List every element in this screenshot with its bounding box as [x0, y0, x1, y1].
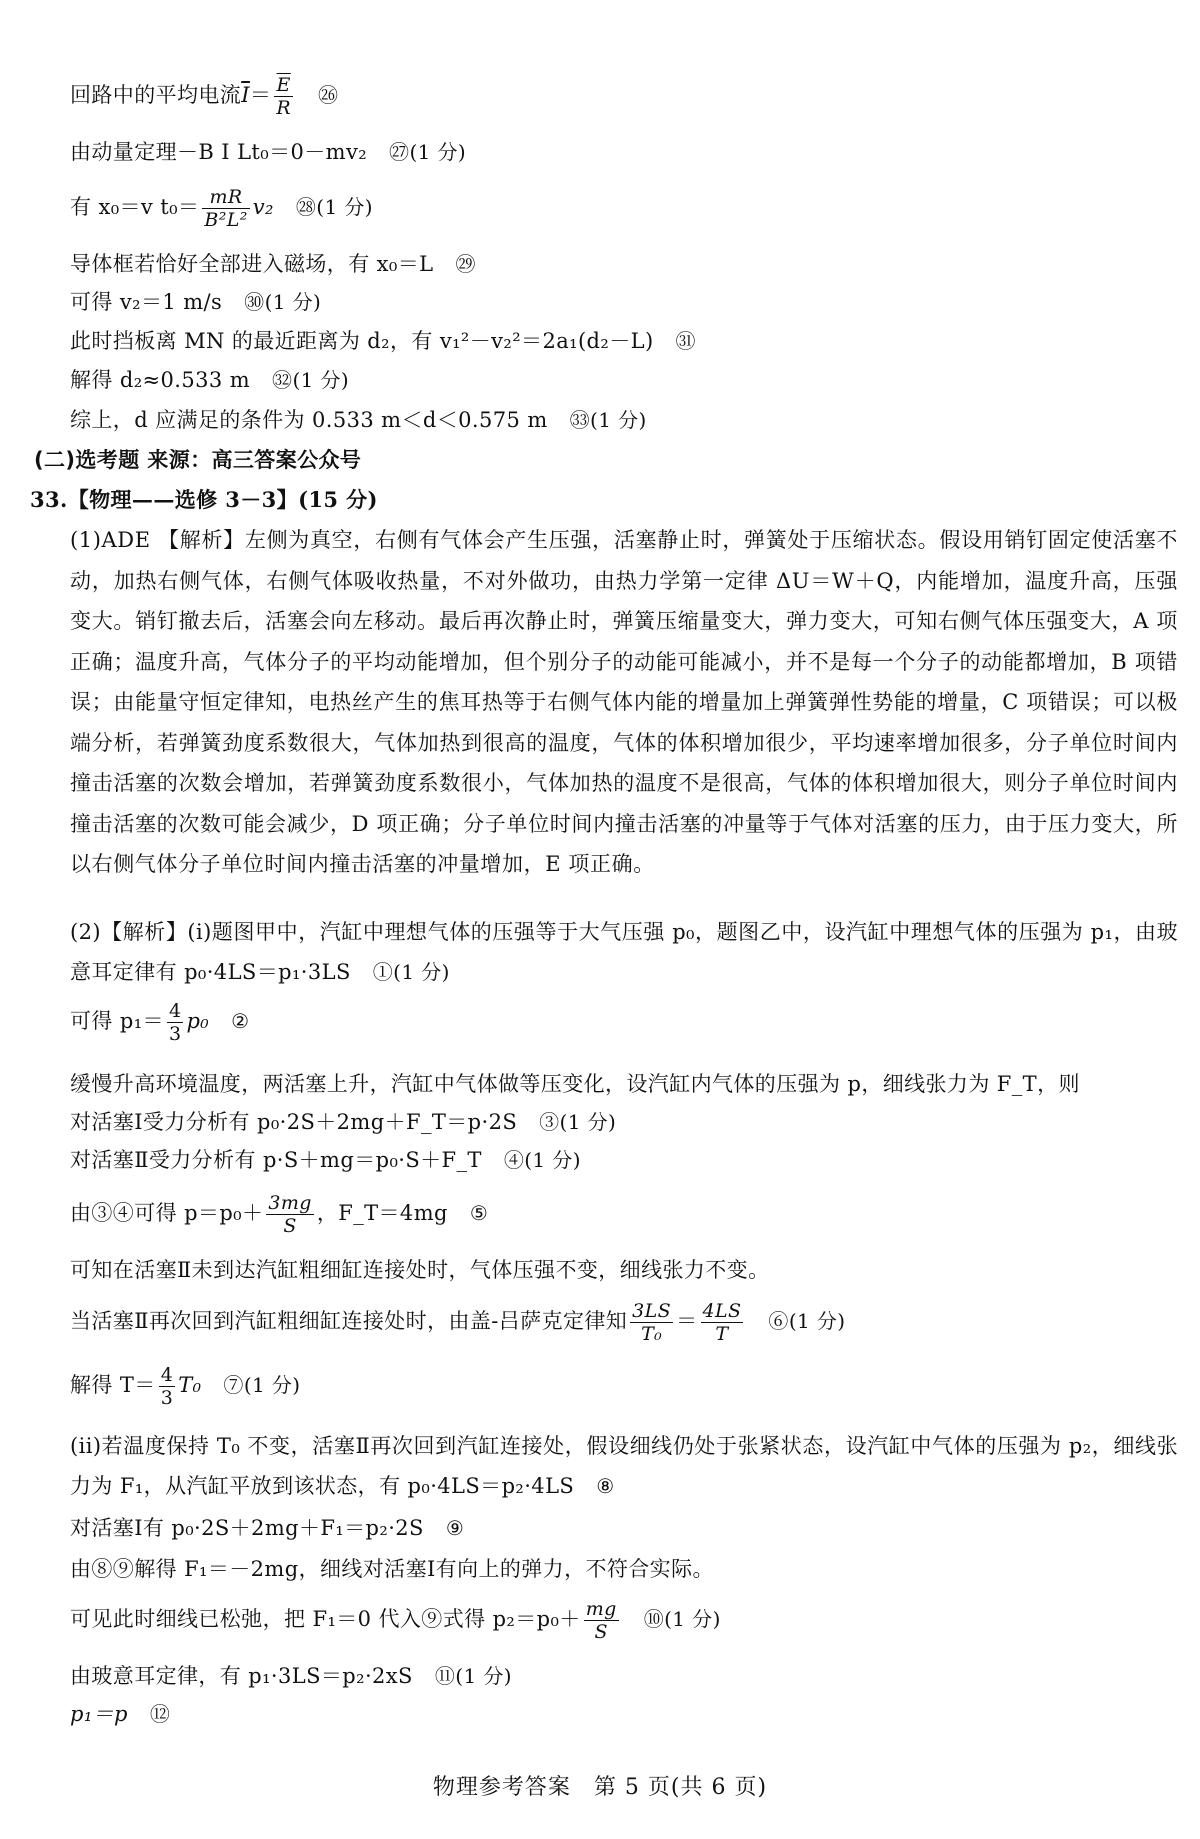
gay-lussac-prefix: 当活塞Ⅱ再次回到汽缸粗细缸连接处时，由盖-吕萨克定律知	[70, 1309, 628, 1333]
from34-line	[70, 1192, 488, 1237]
p1-line	[70, 1000, 249, 1045]
equation-number: ㉙	[455, 252, 476, 276]
equation-number: ④(1 分)	[503, 1148, 581, 1172]
d2-solution-text: 解得 d₂≈0.533 m	[70, 368, 251, 392]
x0-fraction	[202, 186, 249, 231]
piston1b-line	[70, 1514, 464, 1542]
fraction-denominator: 3	[168, 1023, 182, 1045]
equation-number: ⑤	[469, 1201, 489, 1225]
gay-lussac-line: 当活塞Ⅱ再次回到汽缸粗细缸连接处时，由盖-吕萨克定律知 $\frac{3LS}{\text{T₀}}$ ＝ $\frac{4LS}{T}$ ⑥(1 分)	[70, 1300, 846, 1345]
fraction-denominator: B²L²	[204, 209, 248, 231]
temperature-fraction	[159, 1364, 176, 1409]
piston2-text: 对活塞Ⅱ受力分析有 p·S＋mg＝p₀·S＋F_T	[70, 1148, 482, 1172]
from34-fraction	[266, 1192, 313, 1237]
fraction-denominator: R	[276, 97, 292, 119]
p1-equals-text: p₁＝p	[70, 1702, 128, 1726]
frame-text: 导体框若恰好全部进入磁场，有 x₀＝L	[70, 252, 434, 276]
loose-fraction	[584, 1598, 619, 1643]
equation-number: ⑥(1 分)	[768, 1309, 846, 1333]
part2ii-text: (ii)若温度保持 T₀ 不变，活塞Ⅱ再次回到汽缸连接处，假设细线仍处于张紧状态，设汽缸中气体的压强为 p₂，细线张力为 F₁，从汽缸平放到该状态，有 p₀·4LS＝p₂·4LS	[70, 1434, 1178, 1498]
fraction-numerator: 3LS	[632, 1300, 672, 1322]
piston2-line	[70, 1146, 581, 1174]
d2-solution-line	[70, 366, 349, 394]
p1-suffix: p₀	[186, 1009, 210, 1033]
avg-current-fraction	[274, 74, 293, 119]
equation-number: ㉛	[675, 329, 696, 353]
v2-line	[70, 288, 321, 316]
fraction-numerator: 3mg	[268, 1192, 312, 1214]
fraction-numerator: 4	[160, 1364, 174, 1386]
d2-line	[70, 327, 696, 355]
momentum-line	[70, 138, 466, 166]
x0-suffix: v₂	[252, 195, 274, 219]
loose-prefix: 可见此时细线已松弛，把 F₁＝0 代入⑨式得 p₂＝p₀＋	[70, 1607, 581, 1631]
part1-paragraph: (1)ADE 【解析】左侧为真空，右侧有气体会产生压强，活塞静止时，弹簧处于压缩状态。假设用销钉固定使活塞不动，加热右侧气体，右侧气体吸收热量，不对外做功，由热力学第一定律 ΔU＝W＋Q，内能增加，温度升高，压强变大。销钉撤去后，活塞会向左移动。最后再次静止时，弹簧压缩量变大，弹力变大，可知右侧气体压强变大，A 项正确；温度升高，气体分子的平均动能增加，但个别分子的动能可能减小，并不是每一个分子的动能都增加，B 项错误；由能量守恒定律知，电热丝产生的焦耳热等于右侧气体内能的增量加上弹簧弹性势能的增量，C 项错误；可以极端分析，若弹簧劲度系数很大，气体加热到很高的温度，气体的体积增加很少，平均速率增加很多，分子单位时间内撞击活塞的次数会增加，若弹簧劲度系数很小，气体加热的温度不是很高，气体的体积增加很大，则分子单位时间内撞击活塞的次数可能会减少，D 项正确；分子单位时间内撞击活塞的冲量等于气体对活塞的压力，由于压力变大，所以右侧气体分子单位时间内撞击活塞的冲量增加，E 项正确。	[70, 528, 1178, 876]
fraction-denominator: T₀	[641, 1323, 663, 1345]
question-33-title: 33.【物理——选修 3－3】(15 分)	[30, 487, 378, 512]
page-footer: 物理参考答案 第 5 页(共 6 页)	[432, 1775, 768, 1800]
fraction-numerator: 4LS	[702, 1300, 742, 1322]
piston1-line	[70, 1108, 616, 1136]
part2ii	[70, 1426, 1178, 1506]
gay-lussac-fraction-1	[630, 1300, 673, 1345]
heat-line: 缓慢升高环境温度，两活塞上升，汽缸中气体做等压变化，设汽缸内气体的压强为 p，细线张力为 F_T，则	[70, 1072, 1080, 1096]
momentum-text: 由动量定理－B I Lt₀＝0－mv₂	[70, 140, 368, 164]
fraction-numerator: mg	[585, 1598, 617, 1620]
fraction-numerator: mR	[202, 186, 249, 209]
equation-number: ㉖	[318, 83, 339, 107]
boyle-text: 由玻意耳定律，有 p₁·3LS＝p₂·2xS	[70, 1664, 413, 1688]
section-heading: (二)选考题 来源：高三答案公众号	[34, 448, 362, 472]
x0-line	[70, 186, 373, 231]
fraction-numerator: 4	[168, 1000, 182, 1022]
from34-suffix: ，F_T＝4mg	[316, 1201, 448, 1225]
frame-line	[70, 250, 476, 278]
p1-fraction	[167, 1000, 184, 1045]
equation-number: ⑪(1 分)	[434, 1664, 512, 1688]
fraction-denominator: S	[283, 1215, 297, 1237]
fraction-denominator: 3	[160, 1387, 174, 1409]
part2-intro-text: (2)【解析】(i)题图甲中，汽缸中理想气体的压强等于大气压强 p₀，题图乙中，设汽缸中理想气体的压强为 p₁，由玻意耳定律有 p₀·4LS＝p₁·3LS	[70, 920, 1178, 984]
loose-line	[70, 1598, 721, 1643]
know-line: 可知在活塞Ⅱ未到达汽缸粗细缸连接处时，气体压强不变，细线张力不变。	[70, 1258, 770, 1282]
gay-lussac-fraction-2	[701, 1300, 744, 1345]
avg-current-line: 回路中的平均电流$\overline{I}=$ $\frac{\overline{E}}{R}$ ㉖	[70, 74, 339, 119]
avg-current-label: 回路中的平均电流	[70, 83, 242, 107]
part2-intro	[70, 912, 1178, 992]
from34-prefix: 由③④可得 p＝p₀＋	[70, 1201, 264, 1225]
summary-text: 综上，d 应满足的条件为 0.533 m＜d＜0.575 m	[70, 408, 548, 432]
temperature-suffix: T₀	[178, 1373, 202, 1397]
equation-number: ③(1 分)	[539, 1110, 617, 1134]
temperature-line	[70, 1364, 301, 1409]
boyle-line	[70, 1662, 512, 1690]
from89-line: 由⑧⑨解得 F₁＝－2mg，细线对活塞Ⅰ有向上的弹力，不符合实际。	[70, 1557, 714, 1581]
equation-number: ⑦(1 分)	[223, 1373, 301, 1397]
equation-number: ⑫	[149, 1702, 171, 1726]
equation-number: ⑧	[596, 1474, 615, 1498]
p1-equals-line	[70, 1700, 170, 1728]
equation-number: ①(1 分)	[372, 960, 450, 984]
x0-prefix: 有 x₀＝v t₀＝	[70, 195, 200, 219]
equation-number: ㉘(1 分)	[295, 195, 373, 219]
equation-number: ⑩(1 分)	[643, 1607, 721, 1631]
equation-number: ②	[231, 1009, 250, 1033]
equation-number: ㉝(1 分)	[569, 408, 647, 432]
fraction-denominator: S	[594, 1621, 608, 1643]
equation-number: ⑨	[445, 1516, 465, 1540]
v2-text: 可得 v₂＝1 m/s	[70, 290, 223, 314]
equation-number: ㉜(1 分)	[272, 368, 350, 392]
equation-number: ㉚(1 分)	[244, 290, 322, 314]
equation-number: ㉗(1 分)	[389, 140, 467, 164]
summary-line	[70, 406, 647, 434]
piston1-text: 对活塞Ⅰ受力分析有 p₀·2S＋2mg＋F_T＝p·2S	[70, 1110, 518, 1134]
fraction-numerator: $\overline{E}$	[274, 74, 293, 97]
piston1b-text: 对活塞Ⅰ有 p₀·2S＋2mg＋F₁＝p₂·2S	[70, 1516, 424, 1540]
d2-text: 此时挡板离 MN 的最近距离为 d₂，有 v₁²－v₂²＝2a₁(d₂－L)	[70, 329, 654, 353]
temperature-prefix: 解得 T＝	[70, 1373, 156, 1397]
fraction-denominator: T	[715, 1323, 729, 1345]
p1-prefix: 可得 p₁＝	[70, 1009, 164, 1033]
avg-current-symbol: $\overline{I}$	[241, 83, 250, 107]
